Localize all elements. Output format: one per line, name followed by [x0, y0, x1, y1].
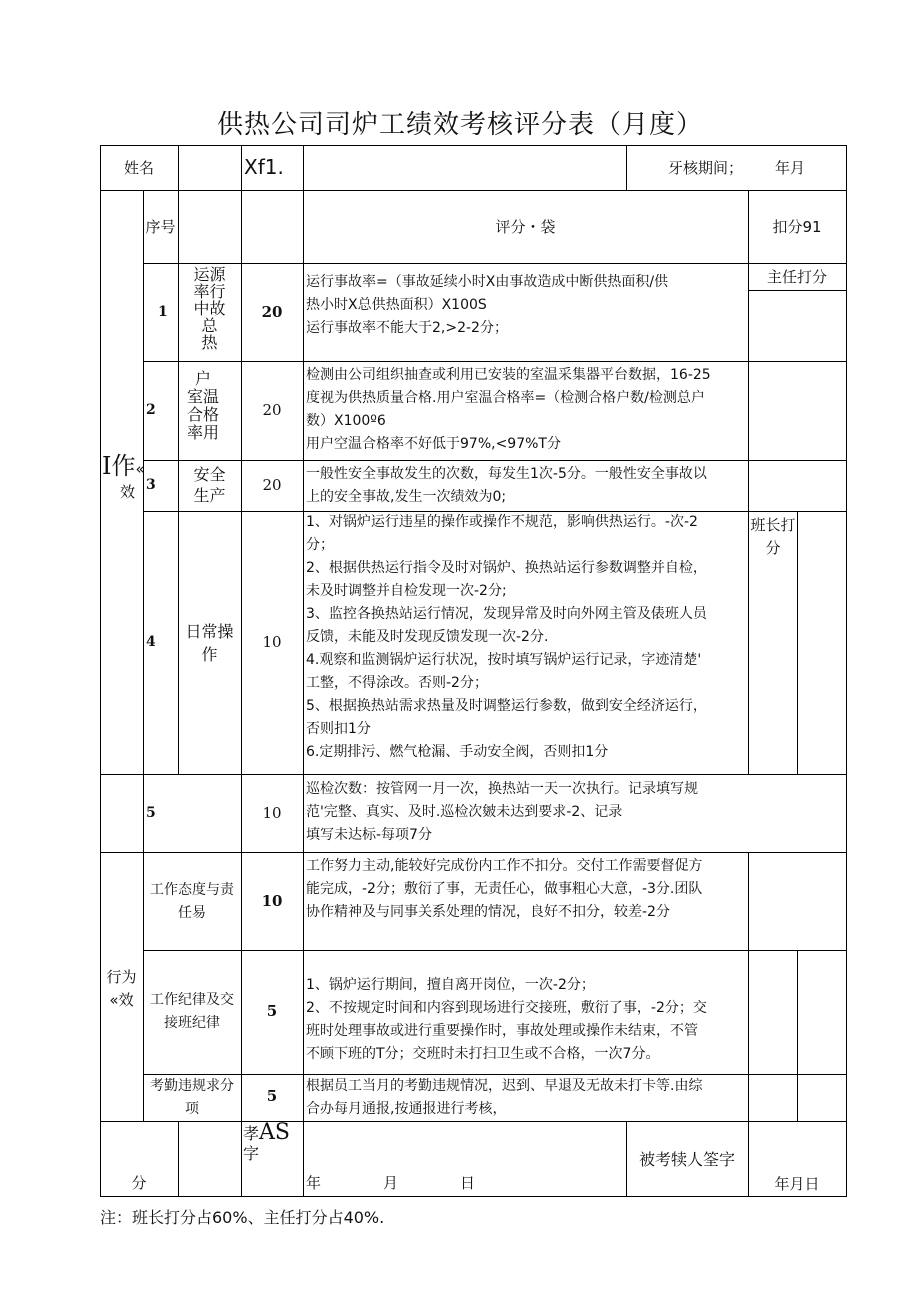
sign-date: 年 月 日: [306, 1174, 476, 1192]
row-4-item: 日常操 作: [185, 622, 234, 664]
row-2-score: 20: [262, 401, 282, 419]
row-3-item: 安全 生产: [193, 465, 226, 505]
row-8-item: 考勤违规求分 项: [150, 1078, 234, 1117]
row-6-score: 10: [261, 892, 283, 910]
employee-code: Xf1.: [244, 155, 284, 179]
row-7-item: 工作纪律及交 接班纪律: [150, 992, 234, 1031]
row-1-item: 运源 率行 中故 总 热: [193, 265, 226, 352]
signature-label: 孝AS 字: [243, 1120, 290, 1163]
section-performance: I作« 效: [102, 452, 145, 501]
row-2-number: 2: [146, 402, 156, 418]
row-5-score: 10: [262, 804, 282, 822]
examinee-date: 年月日: [774, 1175, 820, 1193]
row-6-item: 工作态度与责 任易: [150, 882, 234, 921]
row-1-criteria: 运行事故率=（事故延续小时X由事故造成中断供热面积/供 热小时X总供热面积）X100S 运行事故率不能大于2,>2-2分；: [306, 274, 669, 336]
row-2-criteria: 检测由公司组织抽查或利用已安装的室温采集器平台数据，16-25 度视为供热质量合格.用户室温合格率=（检测合格户数/检测总户 数）X100º6 用户空温合格率不好低于97%,<97%T分: [306, 367, 711, 452]
page-title: 供热公司司炉工绩效考核评分表（月度）: [216, 110, 703, 140]
row-7-score: 5: [266, 1002, 278, 1020]
name-label: 姓名: [123, 159, 154, 177]
row-2-item: 户 室温 合格 率用: [186, 369, 219, 442]
row-3-score: 20: [262, 476, 282, 494]
deduct-heading: 扣分91: [772, 218, 822, 236]
section-behavior: 行为 «效: [106, 968, 137, 1009]
row-4-criteria: 1、对锅炉运行违星的操作或操作不规范，影响供热运行。-次-2 分； 2、根据供热运行指令及时对锅炉、换热站运行参数调整并自检， 未及时调整并自检发现一次-2分; 3、监控各换热站运行情况，发现异常及时向外网主管及俵班人员 反馈，未能及时发现反馈发现一次-2分. 4.观察和监测锅炉运行状况，按时填写锅炉运行记录，字迹清楚' 工整，不得涂改。否则-2分； 5、根据换热站需求热量及时调整运行参数，做到安全经济运行， 否则扣1分 6.定期排污、燃气枪漏、手动安全阀，否则扣1分: [306, 514, 707, 760]
row-8-criteria: 根据员工当月的考勤违规情况，迟到、早退及无故未打卡等.由综 合办每月通报,按通报进行考核，: [306, 1078, 703, 1117]
period-label: 牙核期间；: [668, 159, 744, 177]
row-1-score: 20: [261, 303, 283, 321]
row-5-criteria: 巡检次数：按管网一月一次，换热站一天一次执行。记录填写规 范'完整、真实、及时.巡检次皴未达到要求-2、记录 填写未达标-每项7分: [306, 781, 698, 843]
examinee-signature-label: 被考犊人筌字: [638, 1150, 735, 1169]
footnote: 注：班长打分占60%、主任打分占40%.: [100, 1208, 385, 1227]
row-1-number: 1: [158, 304, 168, 320]
row-7-criteria: 1、锅炉运行期间，擅自离开岗位，一次-2分； 2、不按规定时间和内容到现场进行交接班，敷衍了事，-2分；交 班时处理事故或进行重要操作时，事故处理或操作未结束，不管 不顾下班的T分；交班时未打扫卫生或不合格，一次7分。: [306, 977, 707, 1062]
row-4-score: 10: [262, 633, 282, 651]
seq-heading: 序号: [145, 218, 176, 236]
period-value: 年月: [775, 159, 806, 177]
director-score-label: 主任打分: [766, 268, 827, 286]
row-3-criteria: 一般性安全事故发生的次数，每发生1次-5分。一般性安全事故以 上的安全事故,发生一次绩效为0;: [306, 466, 707, 505]
leader-score-label: 班长打 分: [750, 516, 796, 557]
total-score-label: 分: [131, 1174, 147, 1192]
row-8-score: 5: [266, 1087, 278, 1105]
criteria-heading: 评分・袋: [495, 218, 556, 236]
row-3-number: 3: [146, 477, 156, 493]
row-4-number: 4: [146, 634, 156, 650]
row-5-number: 5: [146, 805, 156, 821]
row-6-criteria: 工作努力主动,能较好完成份内工作不扣分。交付工作需要督促方 能完成，-2分；敷衍了事，无责任心，做事粗心大意，-3分.团队 协作精神及与同事关系处理的情况，良好不扣分，较差-2分: [306, 858, 703, 920]
